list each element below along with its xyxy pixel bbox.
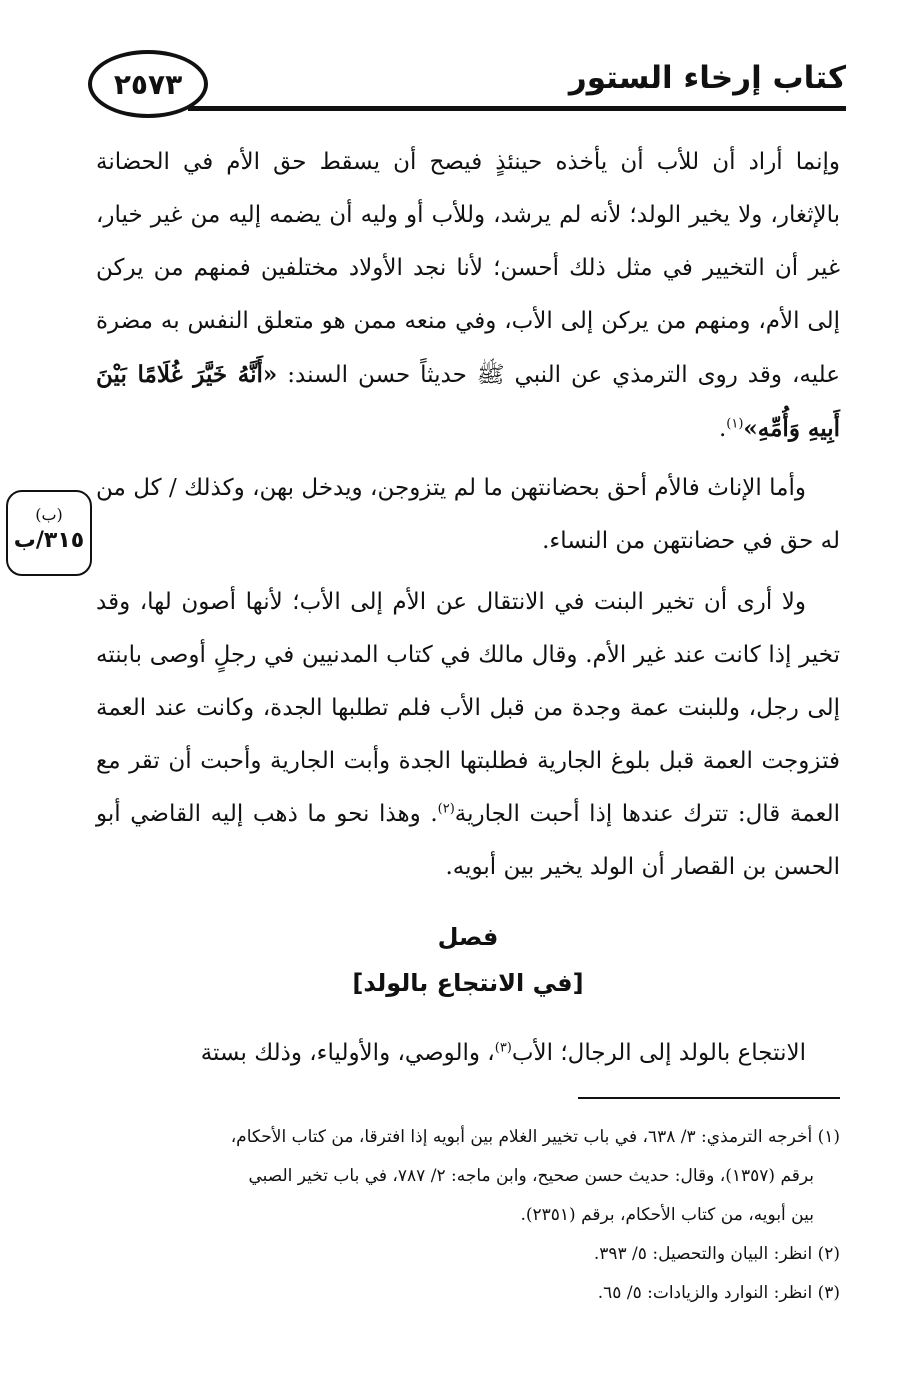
page-header [88, 44, 846, 114]
header-rule [188, 106, 846, 111]
paragraph-1 [96, 136, 840, 456]
footnote-1-line-2: برقم (١٣٥٧)، وقال: حديث حسن صحيح، وابن ماجه: ٢/ ٧٨٧، في باب تخير الصبي [248, 1166, 814, 1186]
paragraph-4 [96, 1027, 840, 1080]
manuscript-margin-note [6, 490, 92, 576]
margin-note-letter: (ب) [35, 505, 63, 524]
paragraph-2 [96, 462, 840, 568]
paragraph-2-text: وأما الإناث فالأم أحق بحضانتهن ما لم يتزوجن، ويدخل بهن، وكذلك / كل من له حق في حضانتهن من النساء. [96, 475, 840, 554]
footnote-1-line-1: (١) أخرجه الترمذي: ٣/ ٦٣٨، في باب تخيير الغلام بين أبويه إذا افترقا، من كتاب الأحكام، [230, 1127, 840, 1147]
hadith-quote: «أَنَّهُ خَيَّرَ غُلَامًا بَيْنَ أَبِيهِ وَأُمِّهِ» [96, 361, 840, 442]
book-title: كتاب إرخاء الستور [568, 60, 846, 96]
footnote-3: (٣) انظر: النوارد والزيادات: ٥/ ٦٥. [597, 1283, 840, 1303]
page-number-oval [88, 50, 208, 118]
footnote-ref-2: (٢) [437, 801, 455, 817]
margin-note-folio: ٣١٥/ب [13, 528, 85, 553]
paragraph-3 [96, 576, 840, 894]
paragraph-4-start: الانتجاع بالولد إلى الرجال؛ الأب [511, 1040, 806, 1066]
footnote-ref-1: (١) [726, 416, 744, 432]
section-heading: فصل [437, 923, 499, 951]
footnote-separator [578, 1097, 840, 1099]
footnote-2: (٢) انظر: البيان والتحصيل: ٥/ ٣٩٣. [593, 1244, 840, 1264]
footnotes [96, 1118, 840, 1313]
paragraph-4-end: ، والوصي، والأولياء، وذلك بستة [200, 1040, 495, 1066]
paragraph-3-end: . وهذا نحو ما ذهب إليه القاضي أبو الحسن بن القصار أن الولد يخير بين أبويه. [96, 801, 840, 880]
footnote-ref-3: (٣) [494, 1040, 512, 1056]
footnote-1-line-3: بين أبويه، من كتاب الأحكام، برقم (٢٣٥١). [520, 1205, 814, 1225]
paragraph-1-end: . [718, 416, 727, 442]
page-number: ٢٥٧٣ [113, 67, 183, 101]
paragraph-3-text: ولا أرى أن تخير البنت في الانتقال عن الأم إلى الأب؛ لأنها أصون لها، وقد تخير إذا كانت عند غير الأم. وقال مالك في كتاب المدنيين في رجلٍ أوصى بابنته إلى رجل، وللبنت عمة وجدة من قبل الأب فلم تطلبها الجدة، وكانت عند العمة فتزوجت العمة قبل بلوغ الجارية فطلبتها الجدة وأبت الجارية وأحبت أن تقر مع العمة قال: تترك عندها إذا أحبت الجارية [96, 589, 841, 827]
paragraph-1-text: وإنما أراد أن للأب أن يأخذه حينئذٍ فيصح أن يسقط حق الأم في الحضانة بالإثغار، ولا يخير الولد؛ لأنه لم يرشد، وللأب أو وليه أن يضمه إليه من غير خيار، غير أن التخيير في مثل ذلك أحسن؛ لأنا نجد الأولاد مختلفين فمنهم من يركن إلى الأم، ومنهم من يركن إلى الأب، وفي منعه ممن هو متعلق النفس به مضرة عليه، وقد روى الترمذي عن النبي ﷺ حديثاً حسن السند: [96, 149, 840, 388]
section-subheading: [في الانتجاع بالولد] [352, 969, 584, 997]
